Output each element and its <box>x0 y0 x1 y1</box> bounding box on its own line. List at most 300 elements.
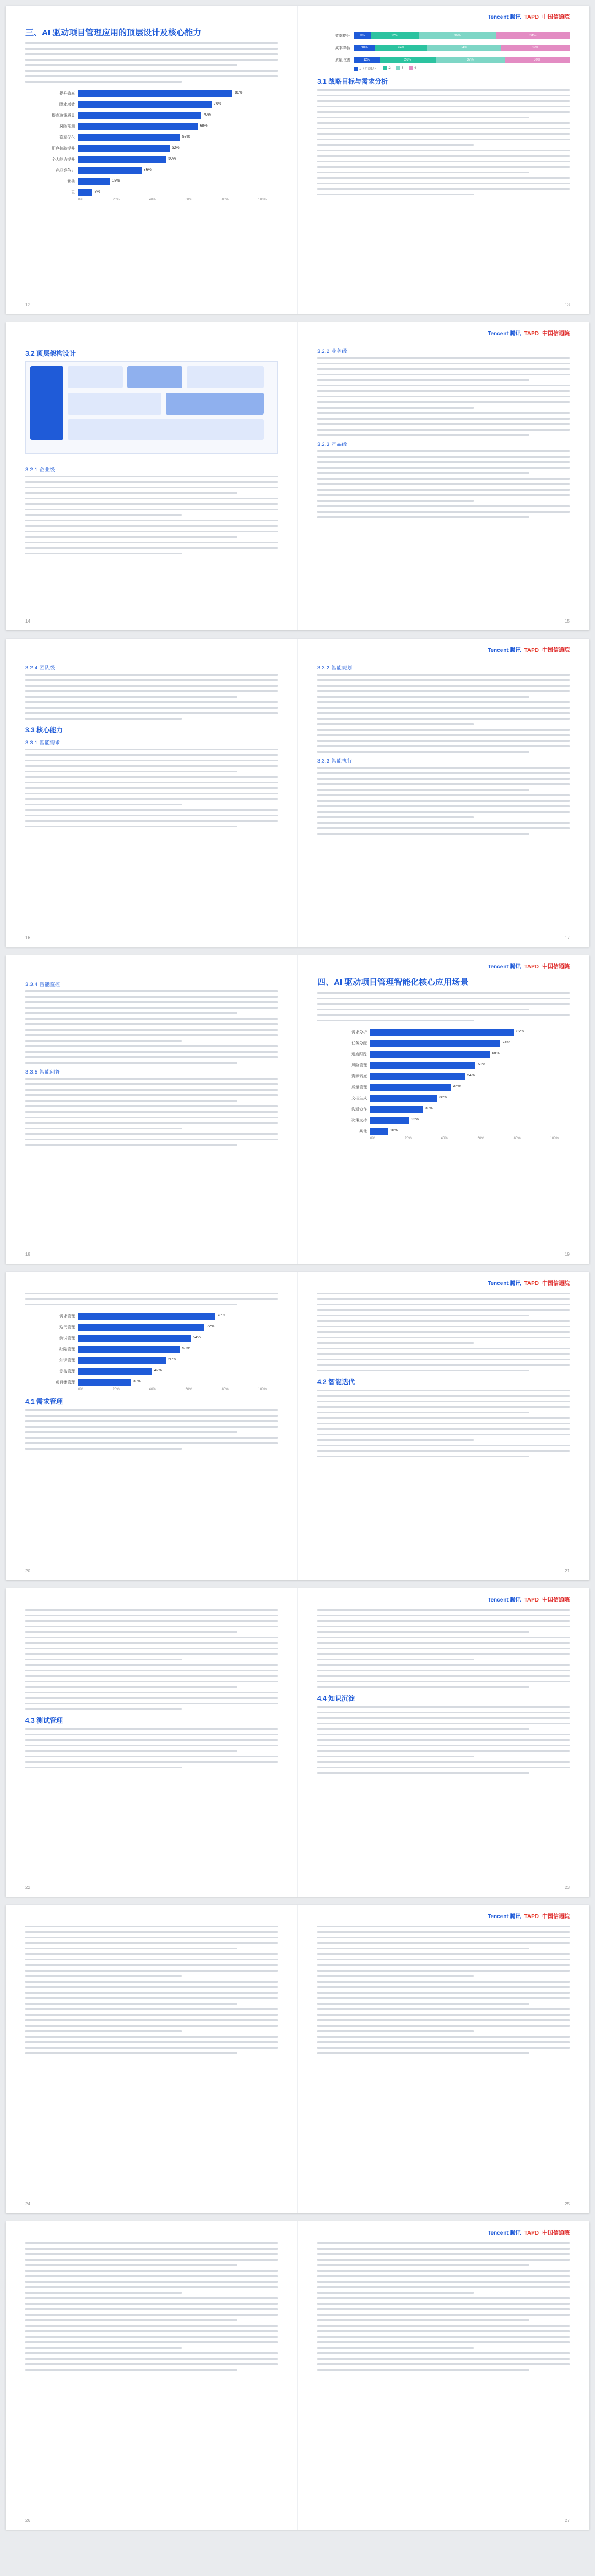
body-text <box>25 1609 278 1710</box>
value-label: 30% <box>133 1380 141 1384</box>
stack-segment: 8% <box>354 32 371 39</box>
page-number: 24 <box>25 2202 30 2207</box>
body-text <box>317 357 570 436</box>
chart-row <box>317 1049 570 1060</box>
bar <box>78 101 212 108</box>
caict-logo: 中国信通院 <box>542 14 570 20</box>
bar-track <box>370 1062 570 1069</box>
legend-item <box>354 66 377 71</box>
body-text <box>25 1926 278 2054</box>
bar-track <box>370 1117 570 1124</box>
section-title: 3.2.1 企业级 <box>25 467 56 472</box>
caict-logo: 中国信通院 <box>542 331 570 337</box>
bar-track <box>370 1128 570 1135</box>
x-axis <box>370 1137 570 1140</box>
page-number: 19 <box>565 1252 570 1257</box>
page-number: 14 <box>25 619 30 624</box>
category-label: 发布管理 <box>60 1370 75 1374</box>
category-label: 文档生成 <box>351 1097 367 1101</box>
body-text <box>317 2242 570 2371</box>
chart-row <box>317 30 570 42</box>
section-title: 4.3 测试管理 <box>25 1717 63 1724</box>
page-number: 16 <box>25 935 30 940</box>
page-number: 23 <box>565 1885 570 1890</box>
page-left <box>6 955 298 1264</box>
section-title: 3.3.1 智能需求 <box>25 740 61 745</box>
page-left <box>6 2221 298 2530</box>
page-right <box>298 2221 589 2530</box>
section-title: 3.3 核心能力 <box>25 726 63 734</box>
chart-row <box>25 1344 278 1355</box>
value-label: 78% <box>217 1314 225 1317</box>
tencent-logo: Tencent 腾讯 <box>488 331 521 337</box>
value-label: 58% <box>182 135 190 139</box>
tick-label: 0% <box>78 198 83 201</box>
page-number: 21 <box>565 1569 570 1573</box>
body-text <box>25 1409 278 1450</box>
tick-label: 60% <box>477 1137 484 1140</box>
page-number: 13 <box>565 302 570 307</box>
bar <box>78 1324 204 1331</box>
bar <box>78 1346 180 1353</box>
brand-header <box>484 329 570 337</box>
bar-track <box>370 1051 570 1058</box>
architecture-diagram <box>25 361 278 454</box>
bar <box>370 1062 475 1069</box>
body-text <box>25 42 278 83</box>
page-number: 27 <box>565 2518 570 2523</box>
legend-label: 1（无帮助） <box>359 68 378 71</box>
chart-row <box>25 1377 278 1388</box>
bar-track <box>78 156 278 163</box>
stack-track <box>354 32 570 39</box>
chart-row <box>317 1027 570 1038</box>
chart-row <box>317 42 570 54</box>
body-text <box>317 89 570 195</box>
category-label: 任务分配 <box>351 1042 367 1045</box>
category-label: 无 <box>71 191 75 195</box>
bar-track <box>78 145 278 152</box>
brand-header <box>484 962 570 970</box>
bar <box>78 145 170 152</box>
spread-3 <box>6 639 589 947</box>
bar <box>370 1040 500 1047</box>
legend-label: 2 <box>388 67 391 70</box>
bar <box>370 1128 388 1135</box>
category-label: 质量改善 <box>335 58 350 62</box>
stack-segment: 26% <box>380 57 436 63</box>
section-title: 3.2.3 产品级 <box>317 442 348 447</box>
stack-segment: 32% <box>436 57 505 63</box>
bar-track <box>78 1368 278 1375</box>
bar <box>370 1084 451 1091</box>
value-label: 58% <box>182 1347 190 1350</box>
chart-row <box>25 187 278 198</box>
caict-logo: 中国信通院 <box>542 1914 570 1920</box>
legend-item <box>409 66 416 71</box>
value-label: 60% <box>478 1063 486 1066</box>
value-label: 68% <box>491 1052 500 1055</box>
category-label: 提高决策质量 <box>52 114 75 118</box>
tick-label: 40% <box>149 1388 156 1391</box>
stack-segment: 34% <box>427 45 500 51</box>
bar <box>370 1029 514 1036</box>
tapd-logo: TAPD <box>524 2230 539 2236</box>
category-label: 需求管理 <box>60 1315 75 1319</box>
value-label: 22% <box>411 1118 419 1121</box>
page-right <box>298 639 589 947</box>
tapd-logo: TAPD <box>524 964 539 970</box>
brand-header <box>484 645 570 653</box>
body-text <box>25 1728 278 1768</box>
category-label: 进度跟踪 <box>351 1053 367 1056</box>
page-left <box>6 1905 298 2213</box>
value-label: 72% <box>207 1325 215 1328</box>
value-label: 74% <box>502 1041 510 1044</box>
page-left <box>6 1588 298 1897</box>
bar <box>78 112 201 119</box>
tencent-logo: Tencent 腾讯 <box>488 1281 521 1287</box>
chart-row <box>317 1060 570 1071</box>
category-label: 需求分析 <box>351 1031 367 1034</box>
bar-track <box>78 1379 278 1386</box>
bar <box>78 1379 131 1386</box>
tick-label: 40% <box>441 1137 448 1140</box>
page-number: 17 <box>565 935 570 940</box>
section-title: 3.3.5 智能问答 <box>25 1069 61 1075</box>
caict-logo: 中国信通院 <box>542 964 570 970</box>
spread-1 <box>6 6 589 314</box>
bar <box>78 90 232 97</box>
bar <box>78 1313 215 1320</box>
body-text <box>25 990 278 1064</box>
page-number: 12 <box>25 302 30 307</box>
bar <box>78 134 180 141</box>
bar-track <box>370 1106 570 1113</box>
category-label: 其他 <box>67 180 75 184</box>
legend-swatch <box>396 66 400 70</box>
chart-row <box>317 1093 570 1104</box>
page-number: 20 <box>25 1569 30 1573</box>
value-label: 10% <box>390 1129 398 1132</box>
bar-track <box>370 1029 570 1036</box>
page-number: 22 <box>25 1885 30 1890</box>
tencent-logo: Tencent 腾讯 <box>488 964 521 970</box>
bar <box>78 1357 166 1364</box>
bar-track <box>78 189 278 196</box>
body-text <box>25 749 278 827</box>
tick-label: 20% <box>112 198 120 201</box>
chart-row <box>317 1038 570 1049</box>
page-left <box>6 639 298 947</box>
bar-track <box>78 112 278 119</box>
body-text <box>25 1293 278 1305</box>
spread-5 <box>6 1272 589 1580</box>
chart-row <box>317 54 570 66</box>
stack-segment: 32% <box>501 45 570 51</box>
stack-track <box>354 45 570 51</box>
bar-track <box>78 1346 278 1353</box>
section-title: 3.2.2 业务级 <box>317 348 348 354</box>
chart-row <box>317 1104 570 1115</box>
category-label: 效率提升 <box>335 34 350 38</box>
tick-label: 60% <box>185 1388 192 1391</box>
spread-6 <box>6 1588 589 1897</box>
tick-label: 20% <box>112 1388 120 1391</box>
caict-logo: 中国信通院 <box>542 2230 570 2236</box>
caict-logo: 中国信通院 <box>542 1597 570 1603</box>
category-label: 质量管理 <box>351 1086 367 1090</box>
body-text <box>25 2242 278 2371</box>
chart-row <box>25 165 278 176</box>
chart-row <box>25 1355 278 1366</box>
body-text <box>317 1390 570 1457</box>
category-label: 降本增效 <box>60 103 75 107</box>
bar <box>370 1117 409 1124</box>
value-label: 70% <box>203 113 211 117</box>
spread-4 <box>6 955 589 1264</box>
section-title: 三、AI 驱动项目管理应用的顶层设计及核心能力 <box>25 28 202 37</box>
bar <box>370 1106 423 1113</box>
body-text <box>25 476 278 554</box>
bar-track <box>78 123 278 130</box>
chart-row <box>25 110 278 121</box>
tapd-logo: TAPD <box>524 1914 539 1920</box>
chart-row <box>25 176 278 187</box>
tick-label: 0% <box>370 1137 375 1140</box>
category-label: 用户体验提升 <box>52 147 75 151</box>
page-number: 25 <box>565 2202 570 2207</box>
body-text <box>317 674 570 753</box>
section-title: 四、AI 驱动项目管理智能化核心应用场景 <box>317 978 469 987</box>
bar-track <box>78 178 278 185</box>
tapd-logo: TAPD <box>524 1281 539 1287</box>
bar-track <box>78 1324 278 1331</box>
tapd-logo: TAPD <box>524 14 539 20</box>
category-label: 缺陷管理 <box>60 1348 75 1352</box>
stack-segment: 30% <box>505 57 570 63</box>
x-axis <box>78 1388 278 1391</box>
section-title: 3.3.4 智能监控 <box>25 982 61 987</box>
value-label: 50% <box>168 157 176 161</box>
chart-row <box>317 1115 570 1126</box>
tick-label: 100% <box>550 1137 559 1140</box>
body-text <box>317 450 570 518</box>
bar <box>370 1095 437 1102</box>
value-label: 38% <box>439 1096 447 1099</box>
body-text <box>317 1293 570 1371</box>
body-text <box>317 992 570 1021</box>
chart-row <box>25 99 278 110</box>
bar <box>78 189 92 196</box>
value-label: 50% <box>168 1358 176 1361</box>
tick-label: 0% <box>78 1388 83 1391</box>
bar <box>78 1335 191 1342</box>
bar-track <box>370 1095 570 1102</box>
stack-segment: 22% <box>371 32 418 39</box>
value-label: 30% <box>425 1107 433 1110</box>
category-label: 提升效率 <box>60 92 75 96</box>
bar-track <box>370 1073 570 1080</box>
stack-segment: 12% <box>354 57 380 63</box>
chart-row <box>317 1071 570 1082</box>
category-label: 资源优化 <box>60 136 75 140</box>
bar-track <box>78 1335 278 1342</box>
tapd-logo: TAPD <box>524 647 539 653</box>
section-title: 4.1 需求管理 <box>25 1398 63 1406</box>
tencent-logo: Tencent 腾讯 <box>488 1597 521 1603</box>
chart-row <box>25 1322 278 1333</box>
body-text <box>317 1926 570 2054</box>
tick-label: 80% <box>221 198 229 201</box>
legend-item <box>383 66 390 71</box>
page-right <box>298 1272 589 1580</box>
legend-swatch <box>383 66 387 70</box>
body-text <box>317 1706 570 1774</box>
chart-row <box>25 143 278 154</box>
tencent-logo: Tencent 腾讯 <box>488 1914 521 1920</box>
value-label: 42% <box>154 1369 162 1373</box>
section-title: 4.4 知识沉淀 <box>317 1695 355 1702</box>
tick-label: 80% <box>221 1388 229 1391</box>
legend-label: 4 <box>414 67 416 70</box>
chart-row <box>25 1366 278 1377</box>
bar <box>370 1051 490 1058</box>
bar-chart-4 <box>25 1311 278 1391</box>
chart-row <box>25 1311 278 1322</box>
value-label: 68% <box>199 124 208 128</box>
bar <box>78 123 198 130</box>
value-label: 18% <box>112 179 120 183</box>
bar <box>370 1073 465 1080</box>
bar-track <box>78 90 278 97</box>
page-right <box>298 955 589 1264</box>
value-label: 46% <box>453 1085 461 1088</box>
spread-7 <box>6 1905 589 2213</box>
category-label: 成本降低 <box>335 46 350 50</box>
section-title: 3.1 战略目标与需求分析 <box>317 78 388 85</box>
bar-track <box>370 1084 570 1091</box>
chart-row <box>25 154 278 165</box>
x-axis <box>78 198 278 201</box>
chart-row <box>317 1126 570 1137</box>
bar-track <box>370 1040 570 1047</box>
section-title: 3.3.3 智能执行 <box>317 758 353 764</box>
stack-segment: 36% <box>419 32 496 39</box>
value-label: 88% <box>235 91 243 95</box>
bar-track <box>78 1357 278 1364</box>
bar-track <box>78 1313 278 1320</box>
category-label: 风险预测 <box>60 125 75 129</box>
page-number: 15 <box>565 619 570 624</box>
stack-segment: 10% <box>354 45 375 51</box>
section-title: 3.3.2 智能规划 <box>317 665 353 671</box>
bar <box>78 178 110 185</box>
legend <box>354 66 570 71</box>
tapd-logo: TAPD <box>524 1597 539 1603</box>
category-label: 决策支持 <box>351 1119 367 1123</box>
stack-segment: 34% <box>496 32 570 39</box>
page-left <box>6 1272 298 1580</box>
value-label: 54% <box>467 1074 475 1077</box>
section-title: 4.2 智能迭代 <box>317 1378 355 1386</box>
legend-item <box>396 66 403 71</box>
stack-track <box>354 57 570 63</box>
stack-segment: 24% <box>375 45 427 51</box>
tick-label: 80% <box>513 1137 521 1140</box>
body-text <box>25 1078 278 1146</box>
category-label: 其他 <box>359 1130 367 1134</box>
category-label: 知识管理 <box>60 1359 75 1363</box>
page-number: 26 <box>25 2518 30 2523</box>
chart-row <box>317 1082 570 1093</box>
value-label: 8% <box>94 190 100 194</box>
tencent-logo: Tencent 腾讯 <box>488 2230 521 2236</box>
bar <box>78 167 142 174</box>
page-right <box>298 6 589 314</box>
stacked-chart <box>317 30 570 71</box>
body-text <box>25 674 278 720</box>
spread-2 <box>6 322 589 630</box>
tick-label: 100% <box>258 1388 267 1391</box>
body-text <box>317 767 570 835</box>
page-right <box>298 322 589 630</box>
chart-row <box>25 121 278 132</box>
bar-track <box>78 101 278 108</box>
bar <box>78 156 166 163</box>
category-label: 个人能力提升 <box>52 158 75 162</box>
legend-label: 3 <box>401 67 404 70</box>
tick-label: 100% <box>258 198 267 201</box>
section-title: 3.2 顶层架构设计 <box>25 350 77 357</box>
body-text <box>317 1609 570 1688</box>
category-label: 资源调度 <box>351 1075 367 1079</box>
legend-swatch <box>354 67 358 71</box>
page-left <box>6 322 298 630</box>
category-label: 沟通协作 <box>351 1108 367 1112</box>
tick-label: 20% <box>404 1137 412 1140</box>
category-label: 风险管理 <box>351 1064 367 1068</box>
bar-track <box>78 167 278 174</box>
bar-chart-3 <box>317 1027 570 1140</box>
brand-header <box>484 1911 570 1920</box>
chart-row <box>25 132 278 143</box>
chart-row <box>25 88 278 99</box>
brand-header <box>484 1595 570 1603</box>
page-right <box>298 1905 589 2213</box>
chart-row <box>25 1333 278 1344</box>
page-right <box>298 1588 589 1897</box>
category-label: 测试管理 <box>60 1337 75 1341</box>
caict-logo: 中国信通院 <box>542 647 570 653</box>
brand-header <box>484 1278 570 1287</box>
category-label: 产品竞争力 <box>56 169 75 173</box>
spread-8 <box>6 2221 589 2530</box>
caict-logo: 中国信通院 <box>542 1281 570 1287</box>
section-title: 3.2.4 团队级 <box>25 665 56 671</box>
value-label: 64% <box>192 1336 201 1339</box>
value-label: 36% <box>143 168 152 172</box>
bar-track <box>78 134 278 141</box>
bar-chart-1 <box>25 88 278 201</box>
tencent-logo: Tencent 腾讯 <box>488 647 521 653</box>
brand-header <box>484 12 570 20</box>
value-label: 52% <box>171 146 180 150</box>
value-label: 82% <box>516 1030 524 1033</box>
brand-header <box>484 2228 570 2236</box>
bar <box>78 1368 152 1375</box>
category-label: 迭代管理 <box>60 1326 75 1330</box>
